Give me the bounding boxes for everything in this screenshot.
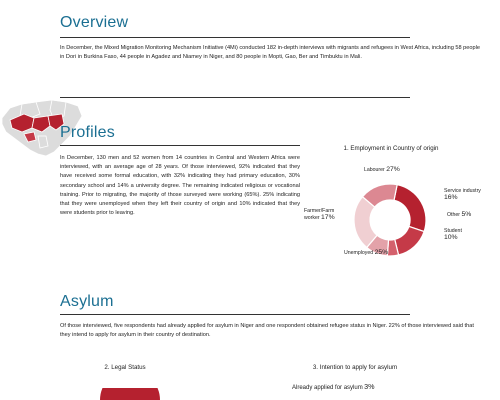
asylum-heading: Asylum <box>60 293 114 310</box>
overview-heading: Overview <box>60 14 129 31</box>
intention-item: Already applied for asylum 3% <box>292 382 375 391</box>
asylum-paragraph: Of those interviewed, five respondents had already applied for asylum in Niger and one respondent obtained refugee status in Niger. 22% of those interviewed said that they intend to apply for asylum in their country of destination. <box>60 323 474 339</box>
overview-paragraph: In December, the Mixed Migration Monitoring Mechanism Initiative (4Mi) conducted 182 in-depth interviews with migrants and refugees in West Africa, including 58 people in Dori in Burkina Faso, 44 people in Agadez and Niamey in Niger, and 80 people in Mopti, Gao, Ber and Timbuktu in Mali. <box>60 45 480 61</box>
employment-chart-title: 1. Employment in Country of origin <box>343 145 439 152</box>
profiles-divider <box>60 145 300 146</box>
employment-donut-chart <box>350 180 430 260</box>
label-service-industry: Service industry 16% <box>444 188 481 201</box>
legal-status-chart <box>100 388 160 400</box>
label-other: Other 5% <box>447 211 472 218</box>
overview-divider <box>60 37 410 38</box>
label-farmer: Farmer/Farm worker 17% <box>304 208 335 221</box>
label-unemployed: Unemployed 25% <box>344 249 389 256</box>
overview-bottom-divider <box>60 97 410 98</box>
profiles-paragraph: In December, 130 men and 52 women from 14 countries in Central and Western Africa were interviewed, with an average age of 28 years. Of those interviewed, 92% indicated that they have received some formal education, with 32% indicating they had primary education, 30% secondary school and 14% a university degree. The remaining indicated religious or vocational training. Prior to migrating, the majority of those surveyed were working (65%). 25% indicating that they were unemployed when they left their country of origin and 10% indicated that they were students prior to leaving. <box>60 155 300 217</box>
label-student: Student 10% <box>444 228 462 241</box>
profiles-heading: Profiles <box>60 124 115 141</box>
label-labourer: Labourer 27% <box>364 166 400 173</box>
donut-slice-labourer <box>394 185 426 232</box>
asylum-divider <box>60 314 410 315</box>
donut-slice-service-industry <box>395 226 424 255</box>
intention-chart-title: 3. Intention to apply for asylum <box>312 364 398 371</box>
legal-status-title: 2. Legal Status <box>104 364 146 371</box>
legal-status-slice <box>100 388 160 400</box>
